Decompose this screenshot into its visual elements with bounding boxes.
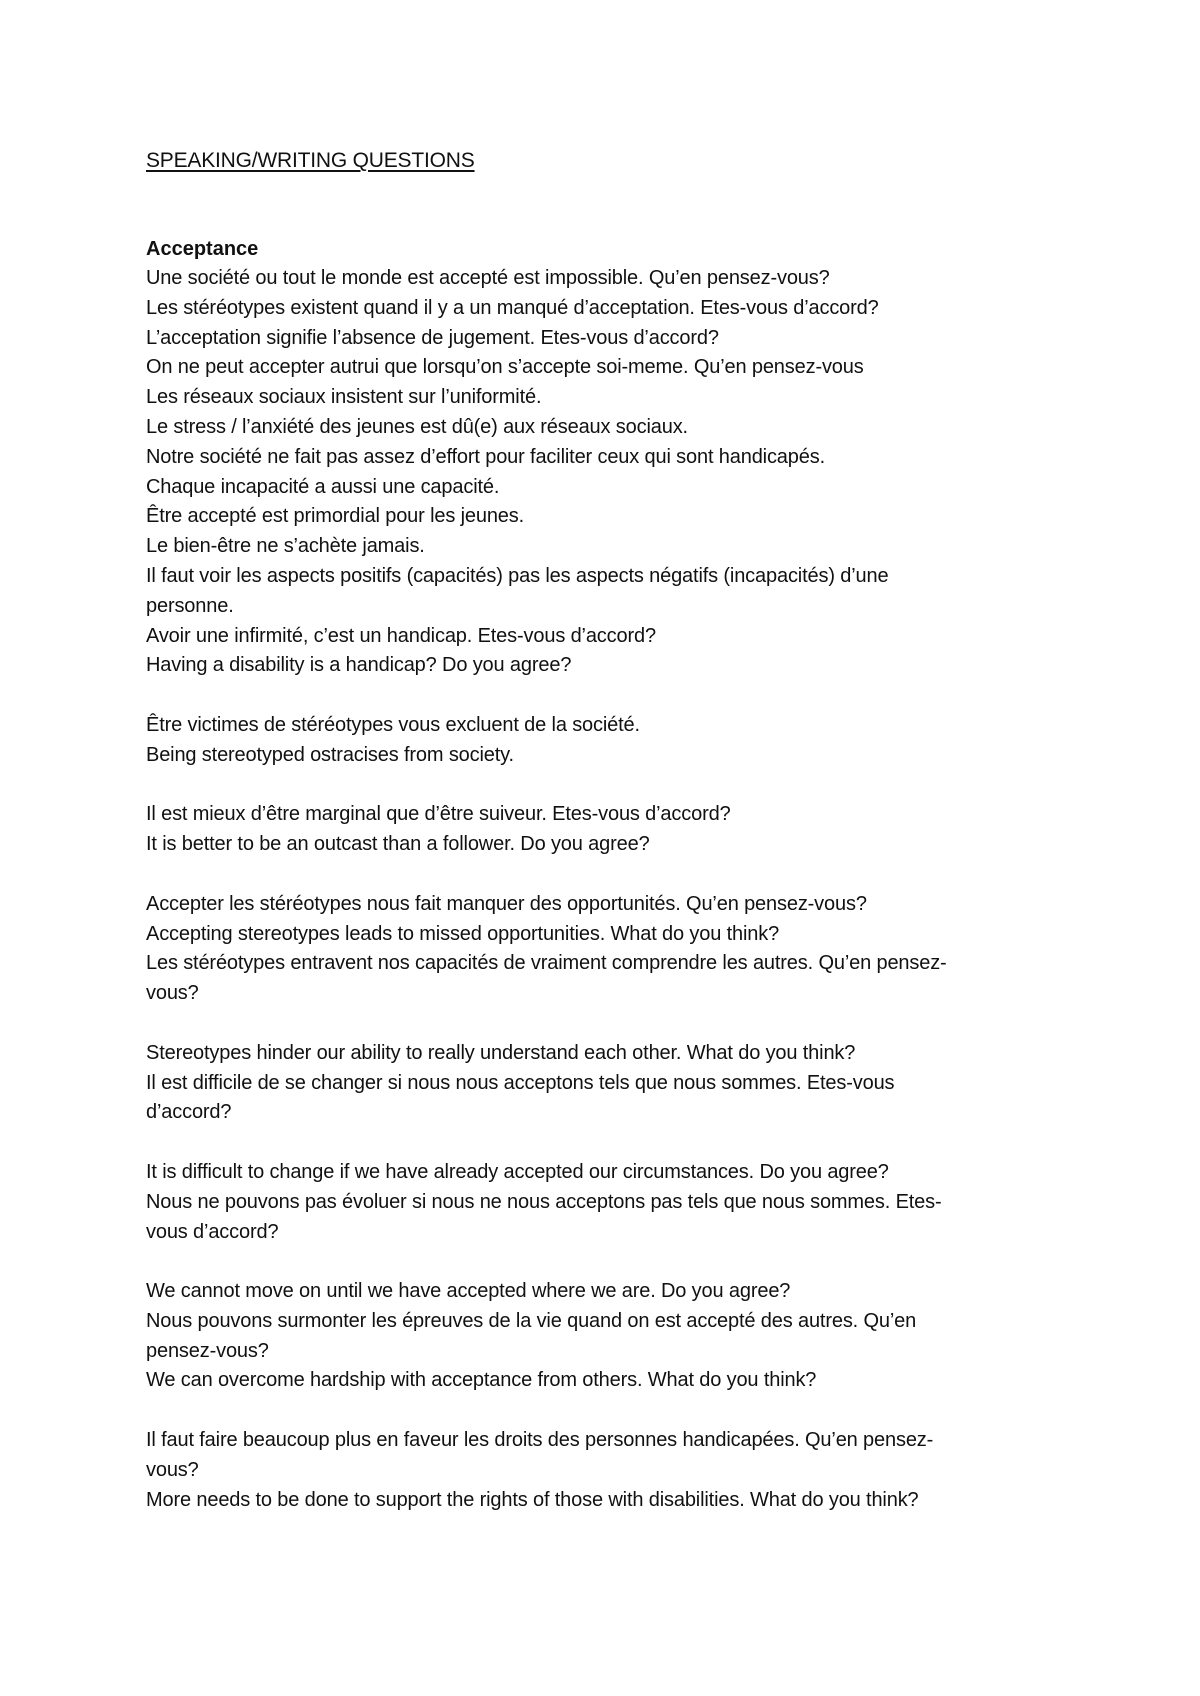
question-line: We can overcome hardship with acceptance from others. What do you think? — [146, 1369, 817, 1392]
question-line: Notre société ne fait pas assez d’effort pour faciliter ceux qui sont handicapés. — [146, 445, 825, 468]
question-line: pensez-vous? — [146, 1339, 269, 1362]
question-line: d’accord? — [146, 1101, 232, 1124]
document-page — [146, 146, 1066, 1515]
question-line: Les stéréotypes existent quand il y a un manqué d’acceptation. Etes-vous d’accord? — [146, 296, 879, 319]
question-line: Nous ne pouvons pas évoluer si nous ne nous acceptons pas tels que nous sommes. Etes- — [146, 1190, 942, 1213]
question-line: Il faut faire beaucoup plus en faveur les droits des personnes handicapées. Qu’en pensez- — [146, 1429, 934, 1452]
question-line: Accepter les stéréotypes nous fait manquer des opportunités. Qu’en pensez-vous? — [146, 892, 867, 915]
question-line: vous d’accord? — [146, 1220, 279, 1243]
question-line: Être accepté est primordial pour les jeunes. — [146, 505, 525, 528]
document-title: SPEAKING/WRITING QUESTIONS — [146, 149, 475, 172]
question-line: Avoir une infirmité, c’est un handicap. Etes-vous d’accord? — [146, 624, 656, 647]
question-line: Being stereotyped ostracises from society. — [146, 743, 514, 766]
question-line: Être victimes de stéréotypes vous excluent de la société. — [146, 713, 640, 736]
question-line: We cannot move on until we have accepted where we are. Do you agree? — [146, 1280, 791, 1303]
section-heading-acceptance: Acceptance — [146, 238, 259, 260]
question-line: Nous pouvons surmonter les épreuves de la vie quand on est accepté des autres. Qu’en — [146, 1309, 917, 1332]
question-line: It is difficult to change if we have already accepted our circumstances. Do you agree? — [146, 1160, 889, 1183]
question-line: Il faut voir les aspects positifs (capacités) pas les aspects négatifs (incapacités) d’une — [146, 564, 889, 587]
question-line: vous? — [146, 982, 199, 1005]
blank-line — [146, 1247, 1066, 1277]
blank-line — [146, 1396, 1066, 1426]
question-line: More needs to be done to support the rights of those with disabilities. What do you think? — [146, 1488, 919, 1511]
question-line: L’acceptation signifie l’absence de jugement. Etes-vous d’accord? — [146, 326, 719, 349]
question-line: vous? — [146, 1458, 199, 1481]
question-line: Le bien-être ne s’achète jamais. — [146, 535, 425, 558]
question-line: Une société ou tout le monde est accepté est impossible. Qu’en pensez-vous? — [146, 267, 830, 289]
question-line: On ne peut accepter autrui que lorsqu’on s’accepte soi-meme. Qu’en pensez-vous — [146, 356, 864, 379]
question-line: Chaque incapacité a aussi une capacité. — [146, 475, 500, 498]
blank-line — [146, 681, 1066, 711]
question-line: Stereotypes hinder our ability to really understand each other. What do you think? — [146, 1041, 856, 1064]
question-line: Having a disability is a handicap? Do you agree? — [146, 654, 572, 677]
blank-line — [146, 1128, 1066, 1158]
blank-line — [146, 1009, 1066, 1039]
question-line: personne. — [146, 594, 234, 617]
question-line: Les réseaux sociaux insistent sur l’uniformité. — [146, 386, 542, 409]
blank-line — [146, 860, 1066, 890]
question-list — [146, 264, 1066, 1515]
question-line: It is better to be an outcast than a follower. Do you agree? — [146, 833, 650, 856]
question-line: Le stress / l’anxiété des jeunes est dû(e) aux réseaux sociaux. — [146, 415, 688, 438]
blank-line — [146, 771, 1066, 801]
question-line: Accepting stereotypes leads to missed opportunities. What do you think? — [146, 922, 780, 945]
question-line: Il est difficile de se changer si nous nous acceptons tels que nous sommes. Etes-vous — [146, 1071, 895, 1094]
question-line: Il est mieux d’être marginal que d’être suiveur. Etes-vous d’accord? — [146, 803, 731, 826]
question-line: Les stéréotypes entravent nos capacités de vraiment comprendre les autres. Qu’en pensez- — [146, 952, 947, 975]
